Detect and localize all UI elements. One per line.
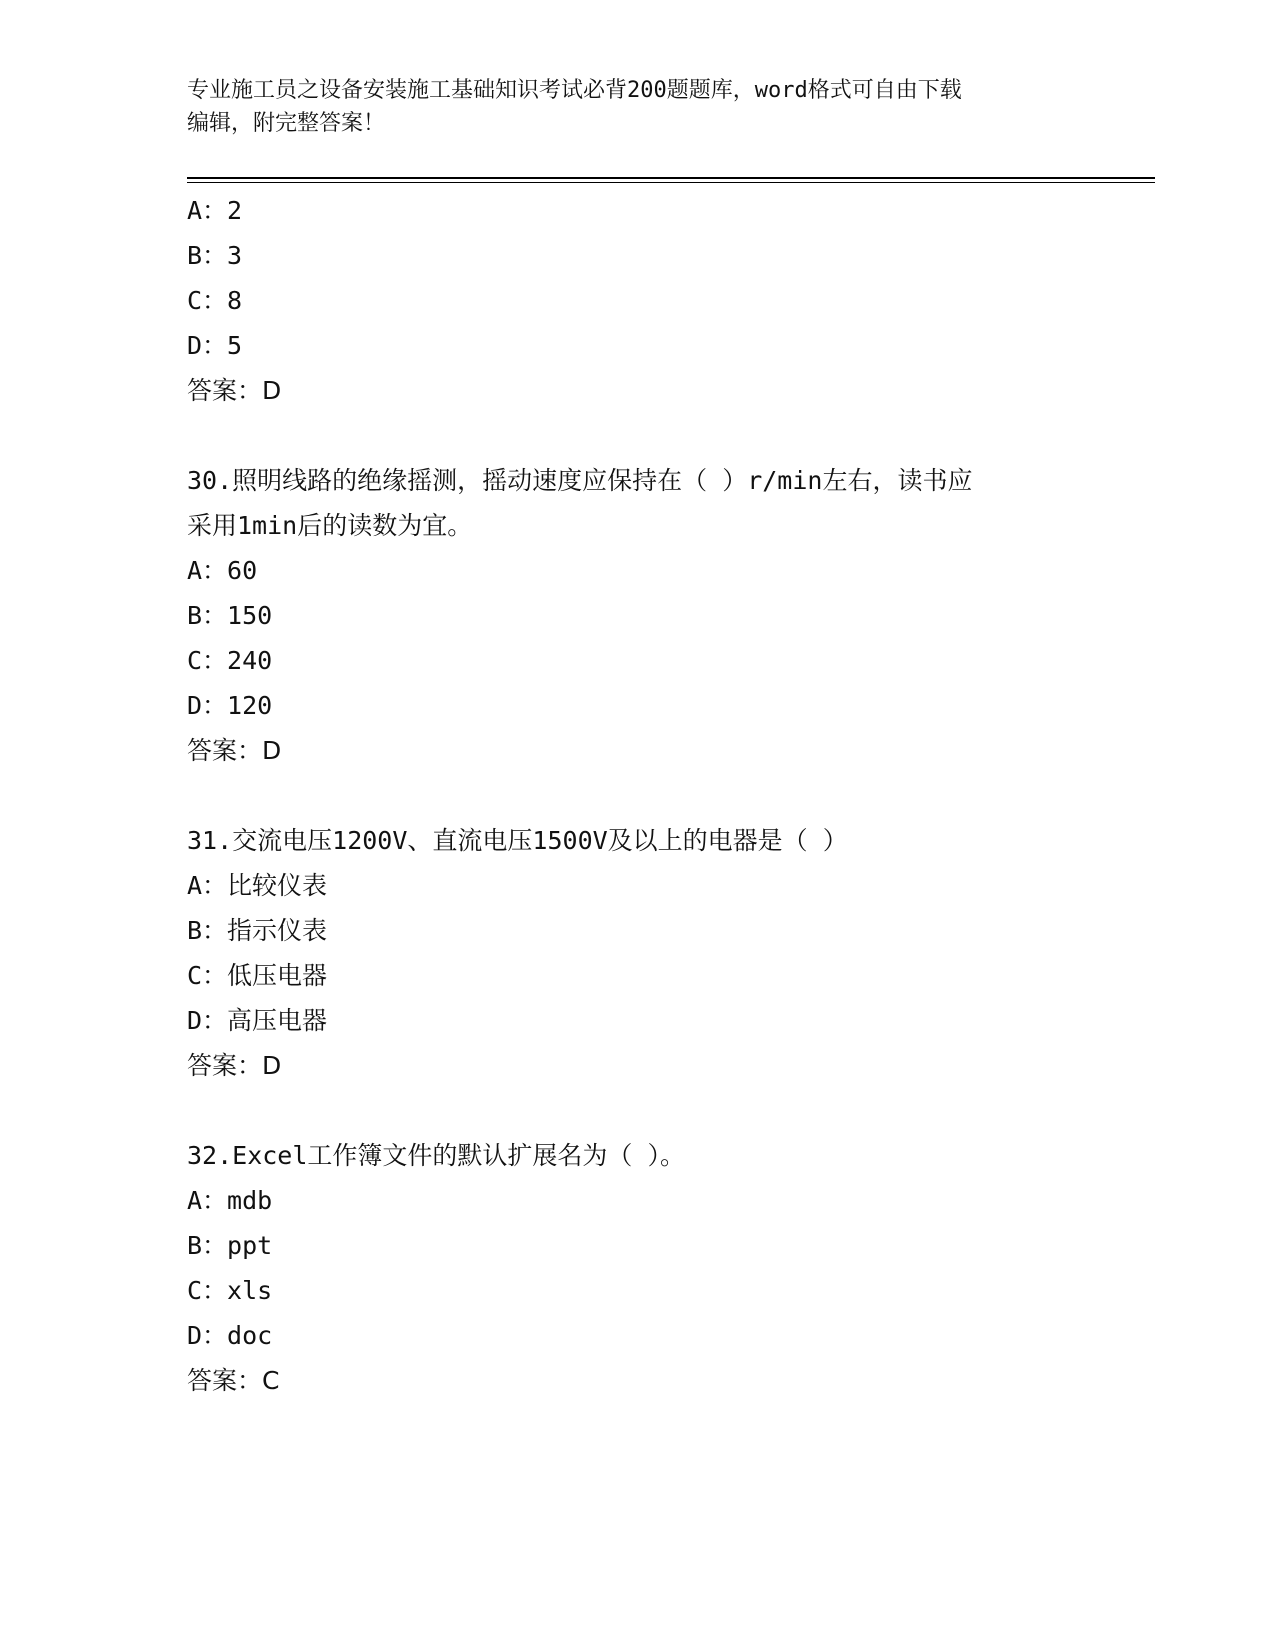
header-line-2: 编辑，附完整答案！ <box>187 111 386 136</box>
q32-option-c: C：xls <box>187 1276 273 1305</box>
q29-option-c: C：8 <box>187 286 243 315</box>
q32-stem: 32.Excel工作簿文件的默认扩展名为（ ）。 <box>187 1141 685 1170</box>
q30-option-a: A：60 <box>187 556 258 585</box>
q31-option-c: C：低压电器 <box>187 961 328 990</box>
q29-option-a: A：2 <box>187 196 243 225</box>
q29-answer: 答案：D <box>187 376 282 405</box>
q29-option-b: B：3 <box>187 241 243 270</box>
q30-option-b: B：150 <box>187 601 273 630</box>
q32-option-d: D：doc <box>187 1321 273 1350</box>
q29-option-d: D：5 <box>187 331 243 360</box>
header-line-1: 专业施工员之设备安装施工基础知识考试必背200题题库，word格式可自由下载 <box>187 78 962 103</box>
q31-option-a: A：比较仪表 <box>187 871 328 900</box>
q31-option-b: B：指示仪表 <box>187 916 328 945</box>
q31-stem: 31.交流电压1200V、直流电压1500V及以上的电器是（ ） <box>187 826 848 855</box>
q32-option-b: B：ppt <box>187 1231 273 1260</box>
q30-option-d: D：120 <box>187 691 273 720</box>
q31-answer: 答案：D <box>187 1051 282 1080</box>
q30-option-c: C：240 <box>187 646 273 675</box>
header-divider-thin <box>187 182 1155 183</box>
q32-option-a: A：mdb <box>187 1186 273 1215</box>
header-divider <box>187 177 1155 179</box>
q31-option-d: D：高压电器 <box>187 1006 328 1035</box>
q30-stem-line-1: 30.照明线路的绝缘摇测，摇动速度应保持在（ ）r/min左右，读书应 <box>187 466 973 495</box>
q32-answer: 答案：C <box>187 1366 280 1395</box>
q30-stem-line-2: 采用1min后的读数为宜。 <box>187 511 473 540</box>
q30-answer: 答案：D <box>187 736 282 765</box>
document-header <box>187 74 1087 140</box>
